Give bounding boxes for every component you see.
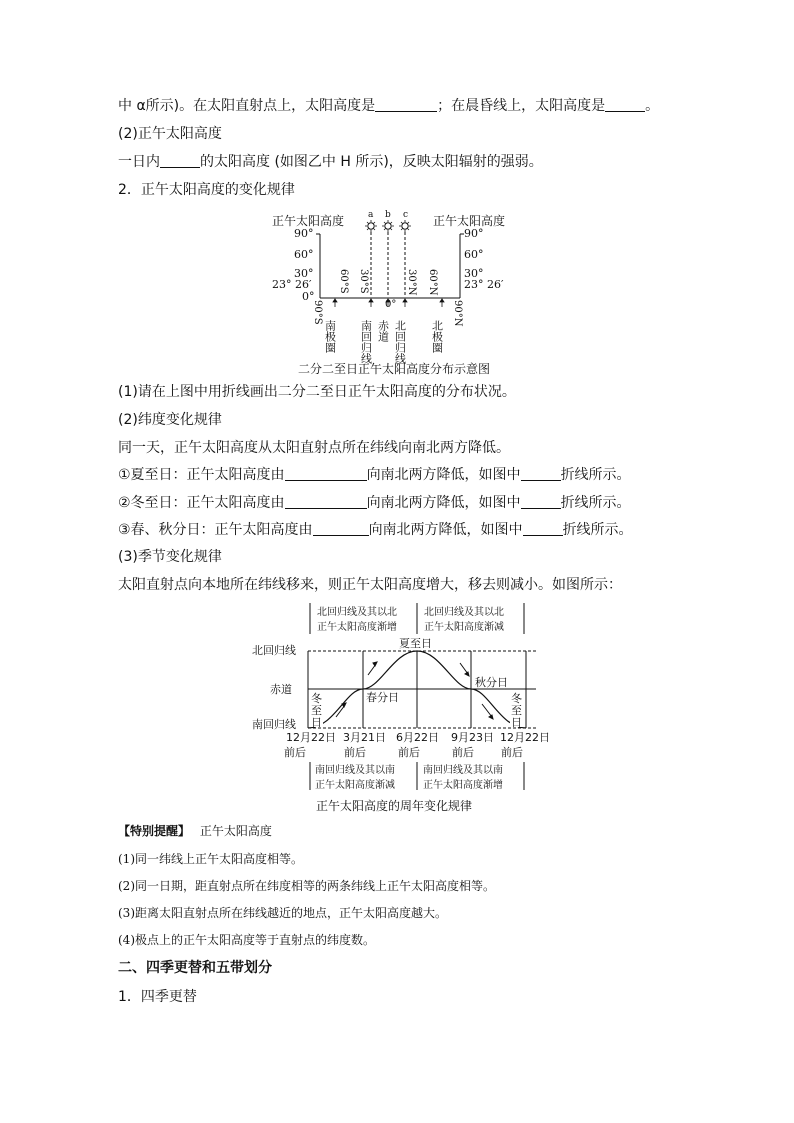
tick-2326-right: 23° 26′ [464,278,504,291]
blank-winter-1[interactable] [285,494,367,509]
sun-label-a: a [368,210,374,220]
question-winter: ②冬至日：正午太阳高度由 向南北两方降低，如图中 折线所示。 [118,495,631,511]
subsection-seasons: 1．四季更替 [118,989,197,1005]
section-heading-seasons-zones: 二、四季更替和五带划分 [118,960,272,976]
top-left-line1: 北回归线及其以北 [317,607,397,618]
svg-text:日: 日 [511,716,522,729]
lat-90n: 90°N [452,300,463,327]
date-dec22-b: 12月22日 [500,731,550,744]
sun-label-b: b [385,210,391,220]
right-axis-title: 正午太阳高度 [433,214,506,228]
tick-30-left: 30° [294,267,314,280]
tick-60-right: 60° [464,248,484,261]
blank-summer-1[interactable] [285,466,367,481]
top-right-line1: 北回归线及其以北 [424,607,504,618]
approx-4: 前后 [452,746,474,759]
lat-30n: 30°N [406,269,417,296]
tip-item: (2)同一日期，距直射点所在纬度相等的两条纬线上正午太阳高度相等。 [118,879,496,893]
label-winter-solstice-right [510,691,524,729]
diagram1-caption: 二分二至日正午太阳高度分布示意图 [298,362,491,376]
sun-icon-a [365,220,377,232]
tips-header [118,822,272,840]
subsection-noon-altitude: (2)正午太阳高度 [118,126,222,142]
y-label-equator: 赤道 [270,683,292,696]
tips-title: 【特别提醒】 [118,824,191,838]
date-jun22: 6月22日 [396,731,439,744]
approx-1: 前后 [284,746,306,759]
label-antarctic-circle: 南极圈 [323,320,337,353]
tick-30-right: 30° [464,267,484,280]
tip-item: (4)极点上的正午太阳高度等于直射点的纬度数。 [118,933,375,947]
lat-0: 0° [385,299,397,310]
subsection-seasonal: (3)季节变化规律 [118,549,222,565]
tick-90-left: 90° [294,227,314,240]
noon-altitude-distribution-diagram [268,207,518,377]
label-spring-equinox: 春分日 [366,691,399,704]
line-3: 一日内 的太阳高度 (如图乙中 H 所示)，反映太阳辐射的强弱。 [118,154,543,170]
curve-arrows [336,662,493,719]
blank-1[interactable] [375,97,437,112]
date-sep23: 9月23日 [451,731,494,744]
blank-winter-2[interactable] [521,494,561,509]
tick-90-right: 90° [464,227,484,240]
blank-3[interactable] [160,153,200,168]
bottom-left-line1: 南回归线及其以南 [315,765,395,776]
label-arctic-circle: 北极圈 [430,320,444,353]
blank-equinox-1[interactable] [313,521,369,536]
subsection-latitude: (2)纬度变化规律 [118,412,222,428]
date-mar21: 3月21日 [343,731,386,744]
tick-2326-left: 23° 26′ [272,278,312,291]
svg-text:冬: 冬 [311,692,322,705]
tip-item: (3)距离太阳直射点所在纬线越近的地点，正午太阳高度越大。 [118,906,448,920]
section-heading-2: 2．正午太阳高度的变化规律 [118,182,295,198]
sun-icon-c [399,220,411,232]
tick-0-left: 0° [302,290,315,303]
label-equator: 赤道 [376,320,390,342]
question-equinox: ③春、秋分日：正午太阳高度由 向南北两方降低，如图中 折线所示。 [118,522,633,538]
top-left-line2: 正午太阳高度渐增 [317,622,397,633]
lat-60n: 60°N [427,269,438,296]
tip-item: (1)同一纬线上正午太阳高度相等。 [118,852,303,866]
label-summer-solstice: 夏至日 [399,637,432,650]
blank-summer-2[interactable] [521,466,561,481]
label-autumn-equinox: 秋分日 [475,676,508,689]
question-1: (1)请在上图中用折线画出二分二至日正午太阳高度的分布状况。 [118,384,516,400]
approx-5: 前后 [501,746,523,759]
bottom-left-line2: 正午太阳高度渐减 [315,780,395,791]
lat-30s: 30°S [358,269,369,294]
label-tropic-capricorn: 南回归线 [359,320,373,364]
svg-text:冬: 冬 [511,692,522,705]
label-winter-solstice-left [310,691,323,729]
date-dec22-a: 12月22日 [286,731,336,744]
tips-heading: 正午太阳高度 [199,824,272,838]
svg-text:日: 日 [311,716,322,729]
approx-2: 前后 [344,746,366,759]
top-right-line2: 正午太阳高度渐减 [424,622,504,633]
annual-noon-altitude-diagram [246,600,556,815]
lat-60s: 60°S [338,269,349,294]
svg-text:至: 至 [311,704,322,717]
label-tropic-cancer: 北回归线 [393,320,407,364]
question-summer: ①夏至日：正午太阳高度由 向南北两方降低，如图中 折线所示。 [118,467,631,483]
latitude-rule: 同一天，正午太阳高度从太阳直射点所在纬线向南北两方降低。 [118,440,510,456]
sun-icon-b [382,220,394,232]
blank-2[interactable] [605,97,645,112]
y-label-tropic-cancer: 北回归线 [252,644,296,657]
blank-equinox-2[interactable] [523,521,563,536]
sun-label-c: c [403,210,409,220]
bottom-right-line1: 南回归线及其以南 [423,765,503,776]
line-1: 中 α所示)。在太阳直射点上，太阳高度是 ；在晨昏线上，太阳高度是 。 [118,98,660,114]
approx-3: 前后 [398,746,420,759]
left-axis-title: 正午太阳高度 [272,214,345,228]
bottom-right-line2: 正午太阳高度渐增 [423,780,503,791]
lat-90s: 90°S [312,300,323,325]
y-label-tropic-capricorn: 南回归线 [252,718,296,731]
seasonal-rule: 太阳直射点向本地所在纬线移来，则正午太阳高度增大，移去则减小。如图所示： [118,577,622,593]
diagram2-caption: 正午太阳高度的周年变化规律 [316,799,473,813]
svg-text:至: 至 [511,704,522,717]
tick-60-left: 60° [294,248,314,261]
